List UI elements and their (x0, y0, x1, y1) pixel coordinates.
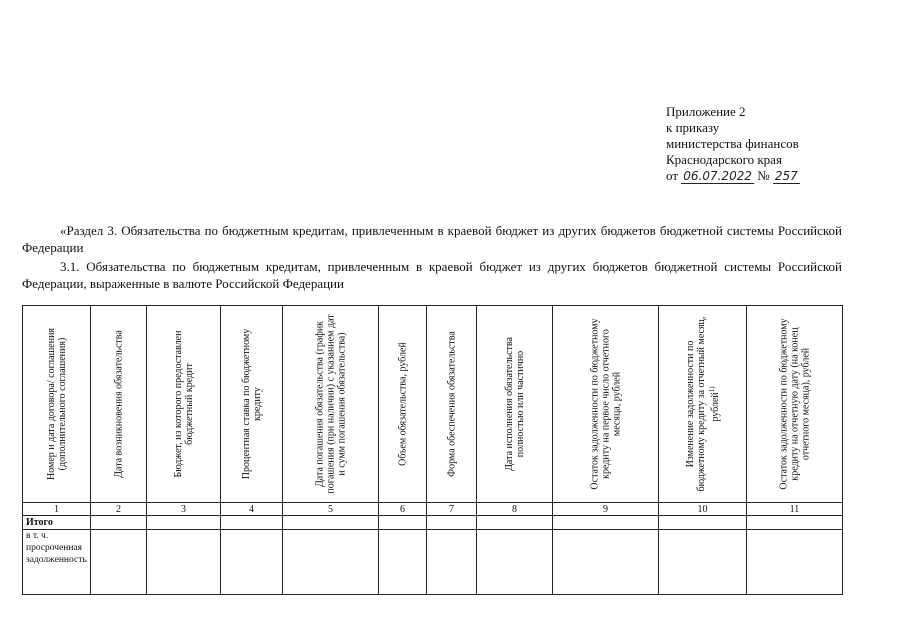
column-number: 2 (91, 503, 147, 516)
table-cell (221, 530, 283, 595)
header-label: Объем обязательства, рублей (397, 342, 408, 466)
table-cell (747, 530, 843, 595)
header-label: Остаток задолженности по бюджетному кредиту на отчетную дату (на конец отчетного месяца), рублей (778, 318, 811, 490)
footnote-mark: 1) (707, 386, 716, 393)
header-cell (477, 306, 553, 503)
appendix-region: Краснодарского края (666, 152, 782, 167)
table-cell (283, 516, 379, 530)
column-number: 1 (23, 503, 91, 516)
number-prefix: № (757, 168, 770, 183)
column-number: 11 (747, 503, 843, 516)
header-label: Дата исполнения обязательства полностью или частично (503, 337, 526, 471)
header-label: Изменение задолженности по бюджетному кредиту за отчетный месяц, рублей (684, 316, 721, 492)
table-cell (379, 516, 427, 530)
table-cell (221, 516, 283, 530)
date-prefix: от (666, 168, 679, 183)
header-label: Номер и дата договора/ соглашения (дополнительного соглашения) (45, 327, 68, 481)
obligations-table (22, 305, 843, 595)
column-number: 8 (477, 503, 553, 516)
appendix-block (666, 104, 800, 184)
header-cell (283, 306, 379, 503)
table-cell (553, 530, 659, 595)
table-cell (91, 516, 147, 530)
appendix-order-ref: к приказу (666, 120, 720, 135)
header-cell (659, 306, 747, 503)
header-label: Дата возникновения обязательства (113, 330, 124, 478)
header-label-with-footnote (684, 314, 720, 494)
column-number: 7 (427, 503, 477, 516)
appendix-title: Приложение 2 (666, 104, 746, 119)
appendix-date-line (666, 168, 800, 184)
column-number: 10 (659, 503, 747, 516)
header-label: Бюджет, из которого предоставлен бюджетный кредит (172, 330, 195, 478)
header-cell (747, 306, 843, 503)
total-row (23, 516, 843, 530)
appendix-ministry: министерства финансов (666, 136, 799, 151)
header-cell (427, 306, 477, 503)
header-cell (553, 306, 659, 503)
header-cell (147, 306, 221, 503)
table-cell (553, 516, 659, 530)
header-cell (221, 306, 283, 503)
table-cell (427, 516, 477, 530)
table-cell (91, 530, 147, 595)
header-label: Остаток задолженности по бюджетному кредиту на первое число отчетного месяца, рублей (589, 318, 622, 490)
header-cell (23, 306, 91, 503)
column-number: 9 (553, 503, 659, 516)
table-cell (659, 516, 747, 530)
table-cell (283, 530, 379, 595)
table-cell (477, 530, 553, 595)
handwritten-date: 06.07.2022 (683, 169, 752, 183)
handwritten-number: 257 (774, 169, 798, 183)
header-row (23, 306, 843, 503)
table-cell (427, 530, 477, 595)
column-number: 5 (283, 503, 379, 516)
header-label: Дата погашения обязательства (график погашения (при наличии) с указанием дат и сумм погашения обязательства) (314, 314, 347, 494)
table-cell (747, 516, 843, 530)
column-number: 4 (221, 503, 283, 516)
column-number: 6 (379, 503, 427, 516)
header-label: Процентная ставка по бюджетному кредиту (240, 328, 263, 480)
header-cell (91, 306, 147, 503)
table-cell (477, 516, 553, 530)
header-label: Форма обеспечения обязательства (446, 331, 457, 477)
header-cell (379, 306, 427, 503)
table-cell (147, 530, 221, 595)
overdue-row (23, 530, 843, 595)
table-cell (147, 516, 221, 530)
subsection-title: 3.1. Обязательства по бюджетным кредитам, привлеченным в краевой бюджет из других бюджетов бюджетной системы Российской Федерации, выраженные в валюте Российской Федерации (22, 259, 842, 291)
table-cell (659, 530, 747, 595)
overdue-label: в т. ч. просроченная задолженность (23, 530, 91, 595)
section-title: «Раздел 3. Обязательства по бюджетным кредитам, привлеченным в краевой бюджет из других бюджетов бюджетной системы Российской Федерации (22, 223, 842, 255)
column-number: 3 (147, 503, 221, 516)
table-cell (379, 530, 427, 595)
column-number-row (23, 503, 843, 516)
total-label: Итого (23, 516, 91, 530)
